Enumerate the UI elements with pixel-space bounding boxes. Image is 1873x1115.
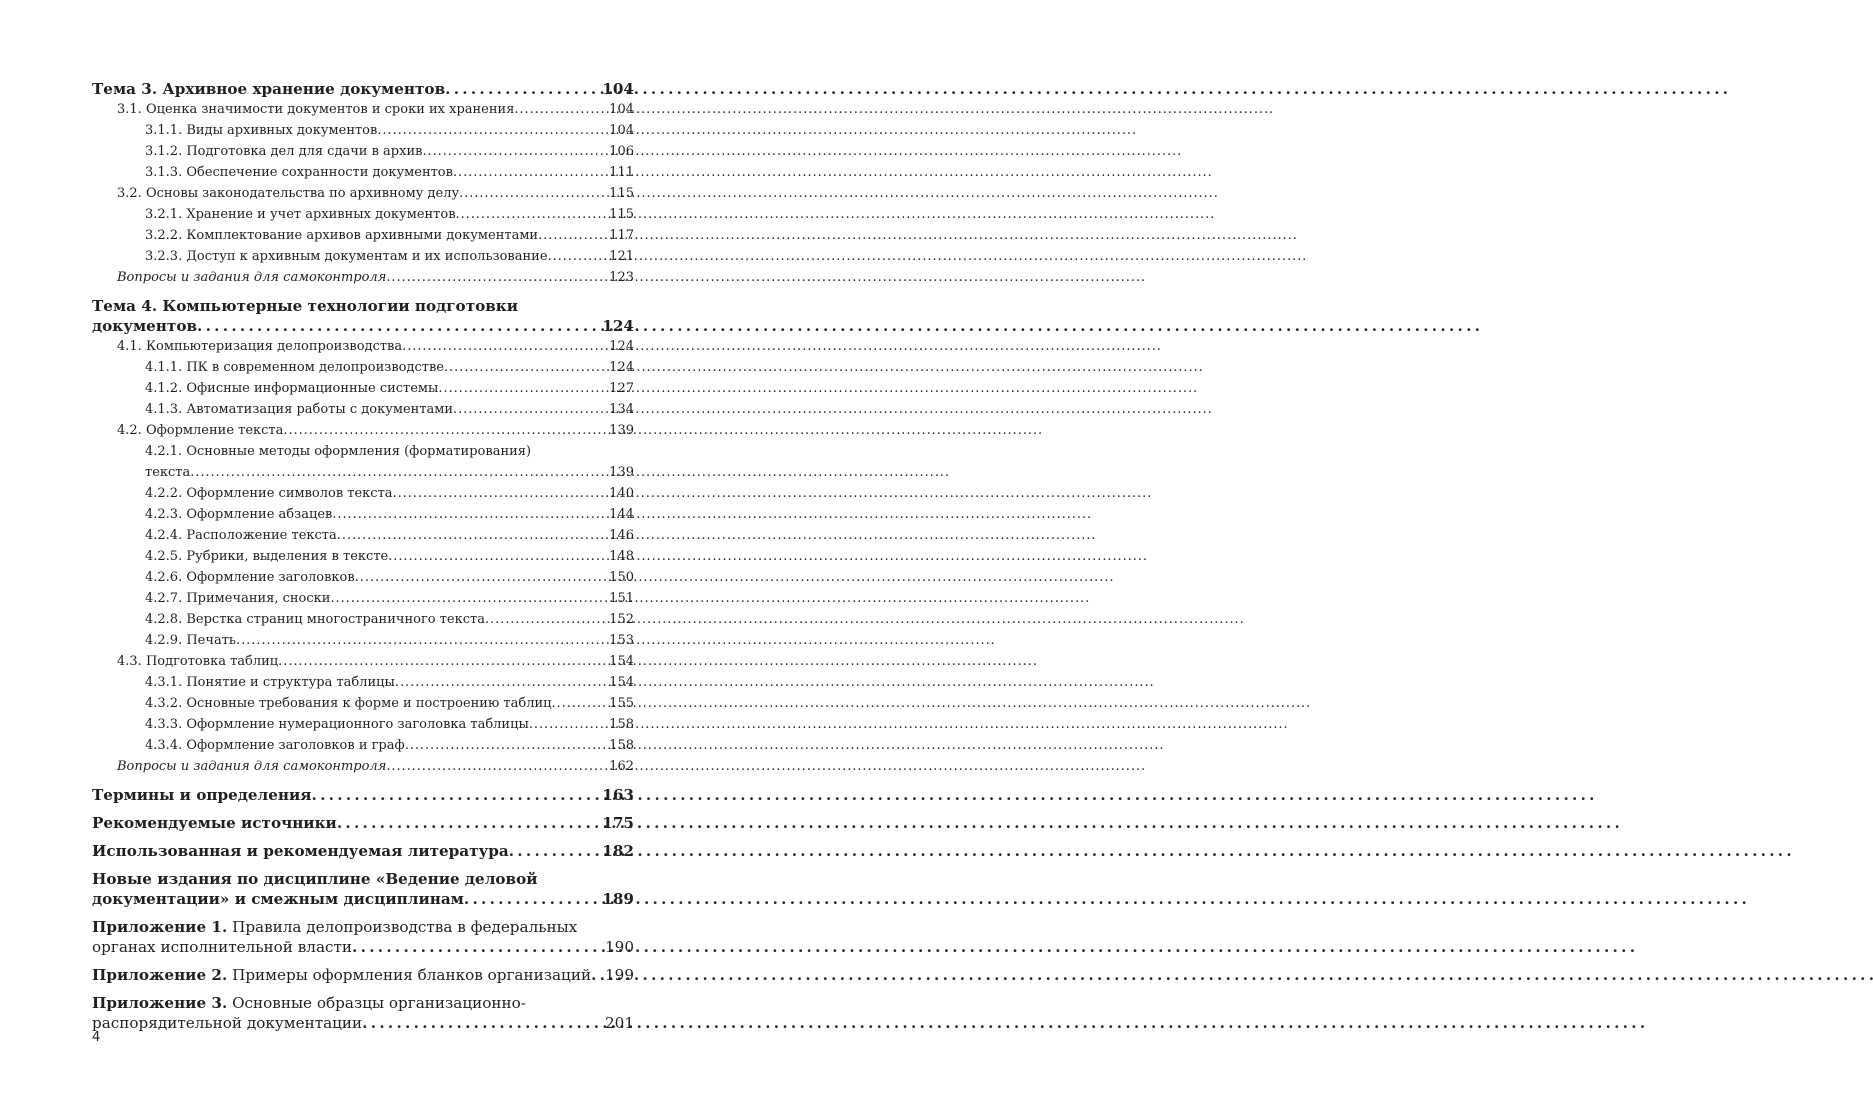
dot-leader [459, 183, 607, 204]
toc-entry[interactable] [92, 588, 634, 609]
toc-entry-title: 4.3.3. Оформление нумерационного заголовка таблицы [145, 717, 529, 732]
appendix-label: Приложение 3. [92, 994, 228, 1012]
dot-leader [402, 336, 607, 357]
toc-entry[interactable] [92, 630, 634, 651]
dot-leader [352, 937, 603, 957]
toc-section-topic3 [92, 79, 634, 288]
toc-entry-page: 154 [609, 654, 634, 669]
toc-entry-page: 199 [605, 966, 634, 984]
dot-leader [464, 889, 600, 909]
toc-entry-sources[interactable] [92, 813, 634, 833]
dot-leader [548, 246, 608, 267]
toc-entry-title: 4.2. Оформление текста [117, 423, 284, 438]
table-of-contents [92, 79, 634, 1033]
dot-leader [529, 714, 607, 735]
toc-section-sources [92, 813, 634, 833]
toc-entry-page: 158 [609, 738, 634, 753]
dot-leader [337, 813, 600, 833]
toc-entry-page: 117 [609, 228, 634, 243]
dot-leader [456, 204, 608, 225]
toc-entry-page: 123 [609, 270, 634, 285]
appendix-title: Примеры оформления бланков организаций [227, 966, 592, 984]
toc-entry[interactable] [92, 162, 634, 183]
page-number: 4 [92, 1030, 101, 1045]
toc-entry-title: 4.2.8. Верстка страниц многостраничного текста [145, 612, 485, 627]
toc-entry-title: 4.1. Компьютеризация делопроизводства [117, 339, 403, 354]
toc-entry[interactable] [92, 399, 634, 420]
toc-entry-new-editions[interactable] [92, 889, 634, 909]
toc-section-appendix1 [92, 917, 634, 957]
appendix-label: Приложение 1. [92, 918, 228, 936]
dot-leader [591, 965, 603, 985]
dot-leader [197, 316, 600, 336]
toc-entry[interactable] [92, 735, 634, 756]
toc-entry-title: 4.3. Подготовка таблиц [117, 654, 279, 669]
toc-entry-title: документов [92, 317, 198, 335]
toc-section-new-editions [92, 869, 634, 909]
toc-entry[interactable] [92, 462, 634, 483]
toc-entry-title: 3.1.3. Обеспечение сохранности документов [145, 165, 453, 180]
dot-leader [438, 378, 607, 399]
toc-entry-page: 115 [609, 186, 634, 201]
toc-entry-title: органах исполнительной власти [92, 938, 353, 956]
toc-entry-title: 3.1.2. Подготовка дел для сдачи в архив [145, 144, 423, 159]
appendix-title: Основные образцы организационно- [227, 994, 526, 1012]
dot-leader [386, 756, 607, 777]
toc-entry[interactable] [92, 99, 634, 120]
dot-leader [453, 399, 607, 420]
toc-entry-title: 4.3.4. Оформление заголовков и граф [145, 738, 405, 753]
toc-entry-page: 104 [602, 80, 634, 98]
dot-leader [362, 1013, 603, 1033]
toc-entry-literature[interactable] [92, 841, 634, 861]
appendix-label: Приложение 2. [92, 966, 228, 984]
toc-entry-page: 151 [609, 591, 634, 606]
toc-entry[interactable] [92, 246, 634, 267]
toc-entry-title: Вопросы и задания для самоконтроля [117, 759, 387, 774]
dot-leader [444, 357, 607, 378]
dot-leader [283, 420, 607, 441]
toc-entry-title-line1[interactable]: Новые издания по дисциплине «Ведение деловой [92, 870, 538, 888]
toc-entry-title-line1[interactable] [92, 993, 634, 1013]
toc-entry-page: 163 [602, 786, 634, 804]
toc-entry-title: 3.2. Основы законодательства по архивному делу [117, 186, 460, 201]
toc-entry-title: Термины и определения [92, 786, 312, 804]
toc-entry-page: 189 [602, 890, 634, 908]
toc-entry-title: 4.2.3. Оформление абзацев [145, 507, 333, 522]
toc-section-literature [92, 841, 634, 861]
toc-entry-page: 152 [609, 612, 634, 627]
toc-entry-title: 4.3.1. Понятие и структура таблицы [145, 675, 395, 690]
toc-entry[interactable] [92, 651, 634, 672]
dot-leader [386, 267, 607, 288]
toc-entry-title: текста [145, 465, 191, 480]
toc-entry[interactable] [92, 672, 634, 693]
toc-entry-title: документации» и смежным дисциплинам [92, 890, 464, 908]
dot-leader [312, 785, 601, 805]
toc-entry-page: 139 [609, 465, 634, 480]
toc-entry-page: 104 [609, 123, 634, 138]
toc-entry-page: 175 [602, 814, 634, 832]
toc-entry-page: 124 [609, 360, 634, 375]
toc-entry[interactable] [92, 504, 634, 525]
toc-entry[interactable] [92, 183, 634, 204]
toc-entry-page: 155 [609, 696, 634, 711]
dot-leader [330, 588, 607, 609]
toc-entry[interactable] [92, 204, 634, 225]
toc-entry-title: 4.2.6. Оформление заголовков [145, 570, 355, 585]
toc-entry-title: 3.2.2. Комплектование архивов архивными документами [145, 228, 539, 243]
toc-entry-title: 4.2.9. Печать [145, 633, 236, 648]
toc-entry-page: 182 [602, 842, 634, 860]
dot-leader [332, 504, 607, 525]
toc-entry-page: 146 [609, 528, 634, 543]
toc-entry-title: Вопросы и задания для самоконтроля [117, 270, 387, 285]
toc-entry-page: 158 [609, 717, 634, 732]
toc-entry-title: 3.2.1. Хранение и учет архивных документов [145, 207, 456, 222]
toc-entry-page: 106 [609, 144, 634, 159]
toc-entry-page: 121 [609, 249, 634, 264]
toc-entry-title: Рекомендуемые источники [92, 814, 337, 832]
toc-entry-title: распорядительной документации [92, 1014, 363, 1032]
toc-entry[interactable] [92, 693, 634, 714]
toc-entry-appendix1[interactable] [92, 937, 634, 957]
toc-entry-page: 104 [609, 102, 634, 117]
toc-entry-title: 3.2.3. Доступ к архивным документам и их использование [145, 249, 548, 264]
toc-entry-terms[interactable] [92, 785, 634, 805]
toc-entry[interactable] [92, 120, 634, 141]
appendix-title: Правила делопроизводства в федеральных [227, 918, 578, 936]
dot-leader [514, 99, 607, 120]
toc-entry[interactable] [92, 225, 634, 246]
toc-entry-title: 3.1. Оценка значимости документов и сроки их хранения [117, 102, 515, 117]
dot-leader [388, 546, 607, 567]
toc-entry[interactable] [92, 336, 634, 357]
dot-leader [445, 79, 600, 99]
toc-entry-title: 4.2.2. Оформление символов текста [145, 486, 393, 501]
toc-entry-title: 4.2.4. Расположение текста [145, 528, 337, 543]
toc-entry-page: 154 [609, 675, 634, 690]
toc-entry[interactable] [92, 567, 634, 588]
toc-entry-appendix3[interactable] [92, 1013, 634, 1033]
toc-entry-page: 148 [609, 549, 634, 564]
toc-entry-page: 140 [609, 486, 634, 501]
dot-leader [405, 735, 607, 756]
toc-entry-title: 3.1.1. Виды архивных документов [145, 123, 378, 138]
toc-entry[interactable] [92, 714, 634, 735]
dot-leader [337, 525, 607, 546]
dot-leader [190, 462, 607, 483]
toc-entry-page: 127 [609, 381, 634, 396]
toc-entry[interactable] [92, 141, 634, 162]
toc-entry-title: Тема 3. Архивное хранение документов [92, 80, 446, 98]
dot-leader [236, 630, 607, 651]
toc-entry-title: 4.2.5. Рубрики, выделения в тексте [145, 549, 389, 564]
toc-entry[interactable] [92, 420, 634, 441]
toc-entry-page: 150 [609, 570, 634, 585]
dot-leader [377, 120, 607, 141]
toc-entry-title: 4.1.3. Автоматизация работы с документами [145, 402, 454, 417]
toc-entry-title: 4.3.2. Основные требования к форме и построению таблиц [145, 696, 552, 711]
toc-entry-title: 4.1.1. ПК в современном делопроизводстве [145, 360, 444, 375]
toc-entry-page: 144 [609, 507, 634, 522]
toc-entry-page: 139 [609, 423, 634, 438]
toc-section-appendix3 [92, 993, 634, 1033]
toc-entry-page: 201 [605, 1014, 634, 1032]
toc-entry-page: 134 [609, 402, 634, 417]
toc-entry-page: 124 [609, 339, 634, 354]
toc-entry-appendix2[interactable] [92, 965, 634, 985]
toc-entry-title: 4.1.2. Офисные информационные системы [145, 381, 439, 396]
toc-section-terms [92, 785, 634, 805]
toc-entry[interactable] [92, 525, 634, 546]
dot-leader [453, 162, 607, 183]
toc-entry[interactable] [92, 609, 634, 630]
toc-entry[interactable] [92, 357, 634, 378]
dot-leader [355, 567, 607, 588]
toc-entry-title-line1[interactable]: Тема 4. Компьютерные технологии подготовки [92, 297, 519, 315]
dot-leader [393, 483, 608, 504]
toc-entry-page: 124 [602, 317, 634, 335]
dot-leader [509, 841, 601, 861]
toc-entry[interactable] [92, 483, 634, 504]
dot-leader [422, 141, 607, 162]
toc-entry[interactable] [92, 546, 634, 567]
toc-entry-title-line1[interactable]: 4.2.1. Основные методы оформления (форматирования) [145, 444, 532, 459]
dot-leader [395, 672, 607, 693]
dot-leader [538, 225, 607, 246]
toc-section-topic4 [92, 296, 634, 777]
toc-entry-page: 190 [605, 938, 634, 956]
toc-entry-page: 162 [609, 759, 634, 774]
toc-entry[interactable] [92, 378, 634, 399]
toc-section-appendix2 [92, 965, 634, 985]
toc-entry-page: 115 [609, 207, 634, 222]
toc-entry-topic4[interactable] [92, 316, 634, 336]
toc-entry-title-line1[interactable] [92, 917, 634, 937]
toc-entry-topic3[interactable] [92, 79, 634, 99]
dot-leader [278, 651, 607, 672]
toc-entry-questions[interactable] [92, 756, 634, 777]
toc-entry-title: 4.2.7. Примечания, сноски [145, 591, 331, 606]
toc-entry-title: Использованная и рекомендуемая литература [92, 842, 509, 860]
dot-leader [551, 693, 607, 714]
toc-entry-questions[interactable] [92, 267, 634, 288]
toc-entry-page: 153 [609, 633, 634, 648]
toc-entry-page: 111 [609, 165, 634, 180]
dot-leader [485, 609, 607, 630]
